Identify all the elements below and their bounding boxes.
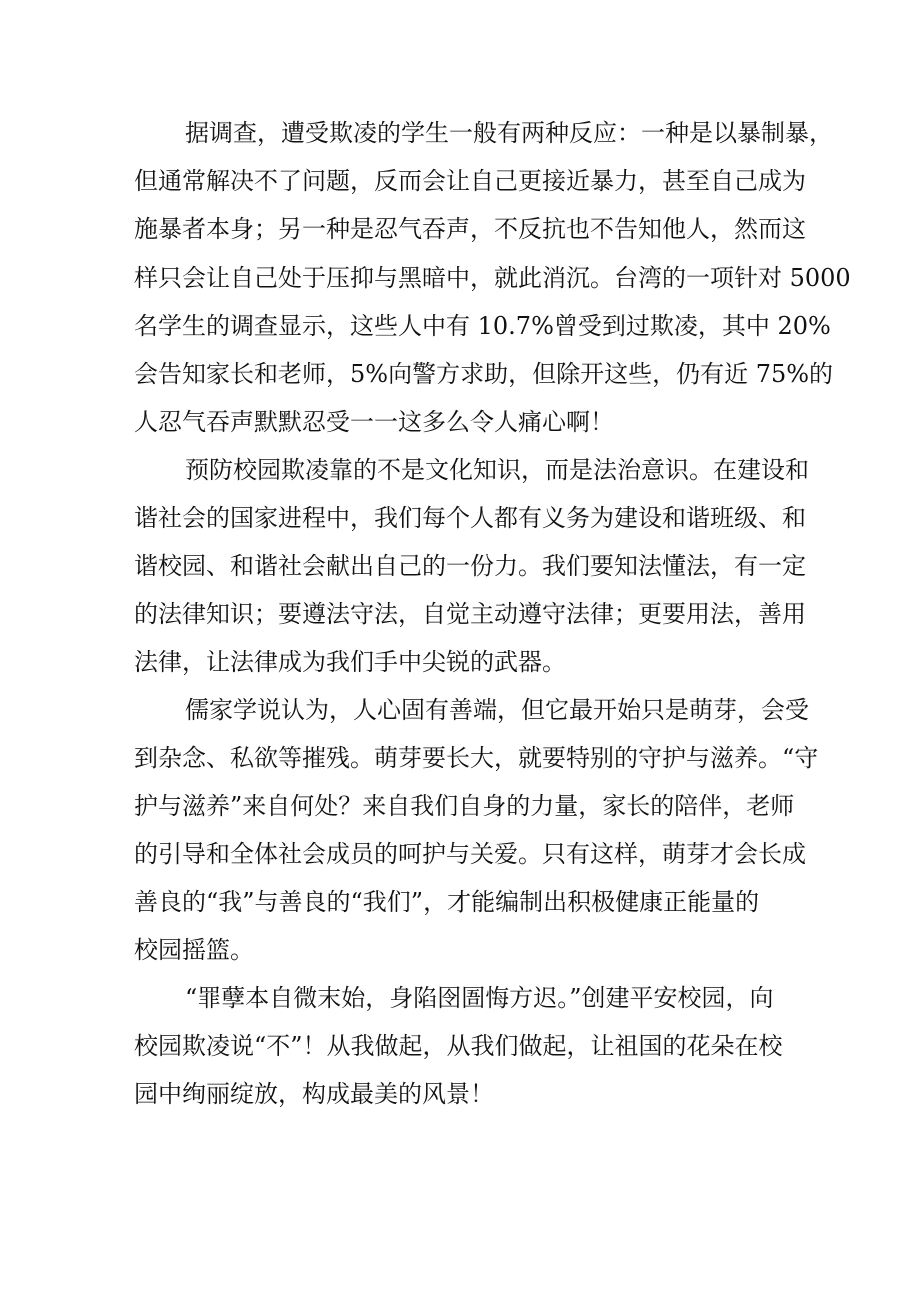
paragraph-4-line-2 [0,1030,920,1078]
text-line: 校园欺凌说“不”！从我做起，从我们做起，让祖国的花朵在校 [134,1032,783,1060]
text-line: “罪孽本自微末始，身陷囹圄悔方迟。”创建平安校园，向 [185,984,774,1012]
text-line: 但通常解决不了问题，反而会让自己更接近暴力，甚至自己成为 [134,167,806,195]
text-line: 园中绚丽绽放，构成最美的风景！ [134,1080,494,1108]
paragraph-3-line-6 [0,934,920,982]
text-line: 施暴者本身；另一种是忍气吞声，不反抗也不告知他人，然而这 [134,215,806,243]
paragraph-2-line-5 [0,646,920,694]
text-line: 校园摇篮。 [134,936,254,964]
paragraph-1-line-5 [0,310,920,358]
text-line: 谐社会的国家进程中，我们每个人都有义务为建设和谐班级、和 [134,504,806,532]
paragraph-4-line-1 [0,982,920,1030]
paragraph-1-line-6 [0,358,920,406]
paragraph-2-line-4 [0,598,920,646]
text-line: 到杂念、私欲等摧残。萌芽要长大，就要特别的守护与滋养。“守 [134,744,819,772]
text-line: 善良的“我”与善良的“我们”，才能编制出积极健康正能量的 [134,888,760,916]
text-line: 法律，让法律成为我们手中尖锐的武器。 [134,648,566,676]
paragraph-1-line-1 [0,117,920,165]
text-line: 的法律知识；要遵法守法，自觉主动遵守法律；更要用法，善用 [134,600,806,628]
paragraph-1-line-4 [0,262,920,310]
paragraph-1-line-7 [0,406,920,454]
paragraph-3-line-3 [0,790,920,838]
paragraph-3-line-4 [0,838,920,886]
text-line: 的引导和全体社会成员的呵护与关爱。只有这样，萌芽才会长成 [134,840,806,868]
text-line: 名学生的调查显示，这些人中有 10.7%曾受到过欺凌，其中 20% [134,312,831,340]
paragraph-1-line-2 [0,165,920,213]
paragraph-3-line-1 [0,694,920,742]
text-line: 护与滋养”来自何处？来自我们自身的力量，家长的陪伴，老师 [134,792,795,820]
paragraph-2-line-1 [0,454,920,502]
paragraph-2-line-3 [0,550,920,598]
text-line: 会告知家长和老师，5%向警方求助，但除开这些，仍有近 75%的 [134,360,834,388]
text-line: 谐校园、和谐社会献出自己的一份力。我们要知法懂法，有一定 [134,552,806,580]
text-line: 人忍气吞声默默忍受一一这多么令人痛心啊！ [134,408,614,436]
text-line: 预防校园欺凌靠的不是文化知识，而是法治意识。在建设和 [185,456,809,484]
text-line: 样只会让自己处于压抑与黑暗中，就此消沉。台湾的一项针对 5000 [134,264,851,292]
text-line: 儒家学说认为，人心固有善端，但它最开始只是萌芽，会受 [185,696,809,724]
paragraph-3-line-2 [0,742,920,790]
paragraph-4-line-3 [0,1078,920,1126]
paragraph-2-line-2 [0,502,920,550]
paragraph-1-line-3 [0,213,920,261]
text-line: 据调查，遭受欺凌的学生一般有两种反应：一种是以暴制暴， [185,119,833,147]
paragraph-3-line-5 [0,886,920,934]
